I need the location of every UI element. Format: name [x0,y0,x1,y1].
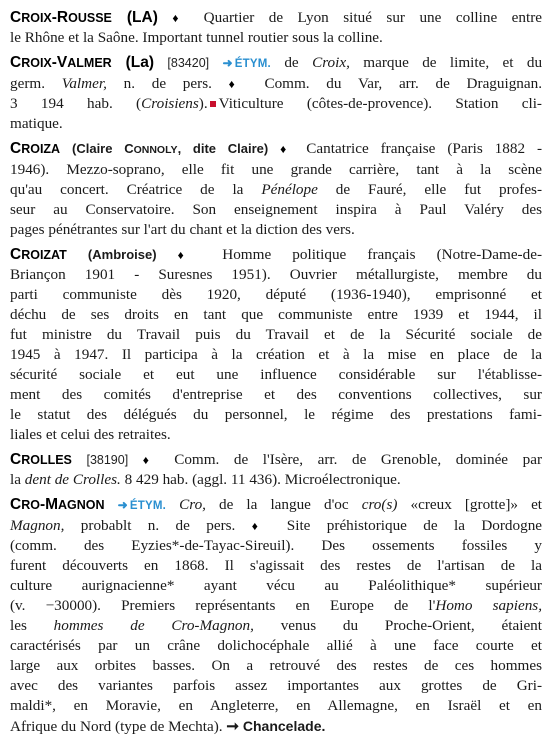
diamond-icon: ♦ [280,142,295,156]
entry-croix-rousse: CROIX-ROUSSE (LA) ♦ Quartier de Lyon situé sur une colline entre le Rhône et la Saône. Important tunnel routier sous la colline. [10,9,543,46]
arrow-right-icon: ➜ [117,498,128,512]
entry-cro-magnon: CRO-MAGNON ➜ ÉTYM. Cro, de la langue d'oc cro(s) «creux [grotte]» et Magnon, probablt n. de pers. ♦ Site préhistorique de la Dordogne (comm. des Eyzies*-de-Tayac-Sireuil). Des ossements fossiles y furent découverts en 1868. Il s'agissait des restes de l'artisan de la culture aurignacienne* ayant vécu au Paléolithique* supérieur (v. −30000). Premiers représentants en Europe de l'Homo sapiens, les hommes de Cro-Magnon, venus du Proche-Orient, étaient caractérisés par un crâne dolichocéphale allié à une face courte et large aux orbites basses. On a retrouvé des restes de ces hommes avec des variantes parfois assez importantes aux grottes de Gri- maldi*, en Moravie, en Angleterre, en Allemagne, en Israël et en Afrique du Nord (type de Mechta). ➞ Chancelade. [10,496,543,735]
postal-code: [38190] [86,453,129,467]
entry-headword: CROIZAT [10,246,67,263]
entry-headword: CROIX-ROUSSE (LA) [10,9,158,26]
cross-reference-link[interactable]: Chancelade. [242,718,326,734]
diamond-icon: ♦ [251,519,271,533]
etymology-label: ➜ ÉTYM. [118,500,166,512]
entry-headword: CROIX-VALMER (La) [10,54,155,71]
entry-headword: CROIZA [10,140,61,157]
diamond-icon: ♦ [177,248,202,262]
arrow-right-icon: ➜ [222,56,233,70]
square-bullet-icon [210,101,216,107]
etymology-label: ➜ ÉTYM. [223,58,271,70]
entry-headword: CRO-MAGNON [10,496,105,513]
diamond-icon: ♦ [228,77,248,91]
entry-subhead: (Claire CONNOLY, dite Claire) [72,141,269,156]
diamond-icon: ♦ [172,11,190,25]
entry-croix-valmer: CROIX-VALMER (La) [83420] ➜ ÉTYM. de Croix, marque de limite, et du germ. Valmer, n. de pers. ♦ Comm. du Var, arr. de Draguignan. 3 194 hab. (Croisiens). Viticulture (côtes-de-provence). Station cli- matique. [10,54,543,132]
entry-crolles: CROLLES [38190] ♦ Comm. de l'Isère, arr. de Grenoble, dominée par la dent de Crolles. 8 429 hab. (aggl. 11 436). Microélectronique. [10,451,543,488]
entry-subhead: (Ambroise) [87,247,157,262]
entry-croiza: CROIZA (Claire CONNOLY, dite Claire) ♦ Cantatrice française (Paris 1882 - 1946). Mezzo-soprano, elle fit une grande carrière, tant à la scène qu'au concert. Créatrice de la Pénélope de Fauré, elle fut profes- seur au Conservatoire. Son enseignement inspira à Paul Valéry des pages pénétrantes sur l'art du chant et la diction des vers. [10,140,543,238]
dictionary-page [10,8,542,742]
cross-reference-arrow-icon: ➞ [226,718,240,735]
postal-code: [83420] [167,56,210,70]
diamond-icon: ♦ [142,453,160,467]
entry-headword: CROLLES [10,451,72,468]
entry-croizat: CROIZAT (Ambroise) ♦ Homme politique français (Notre-Dame-de- Briançon 1901 - Suresnes 1951). Ouvrier métallurgiste, membre du parti communiste dès 1920, député (1936-1940), emprisonné et déchu de ses droits en tant que communiste entre 1939 et 1944, il fut ministre du Travail puis du Travail et de la Sécurité sociale de 1945 à 1947. Il participa à la création et à la mise en place de la sécurité sociale et eut une influence considérable sur l'établisse- ment des comités d'entreprise et des conventions collectives, sur le statut des délégués du personnel, le régime des prestations fami- liales et celui des retraites. [10,246,543,443]
